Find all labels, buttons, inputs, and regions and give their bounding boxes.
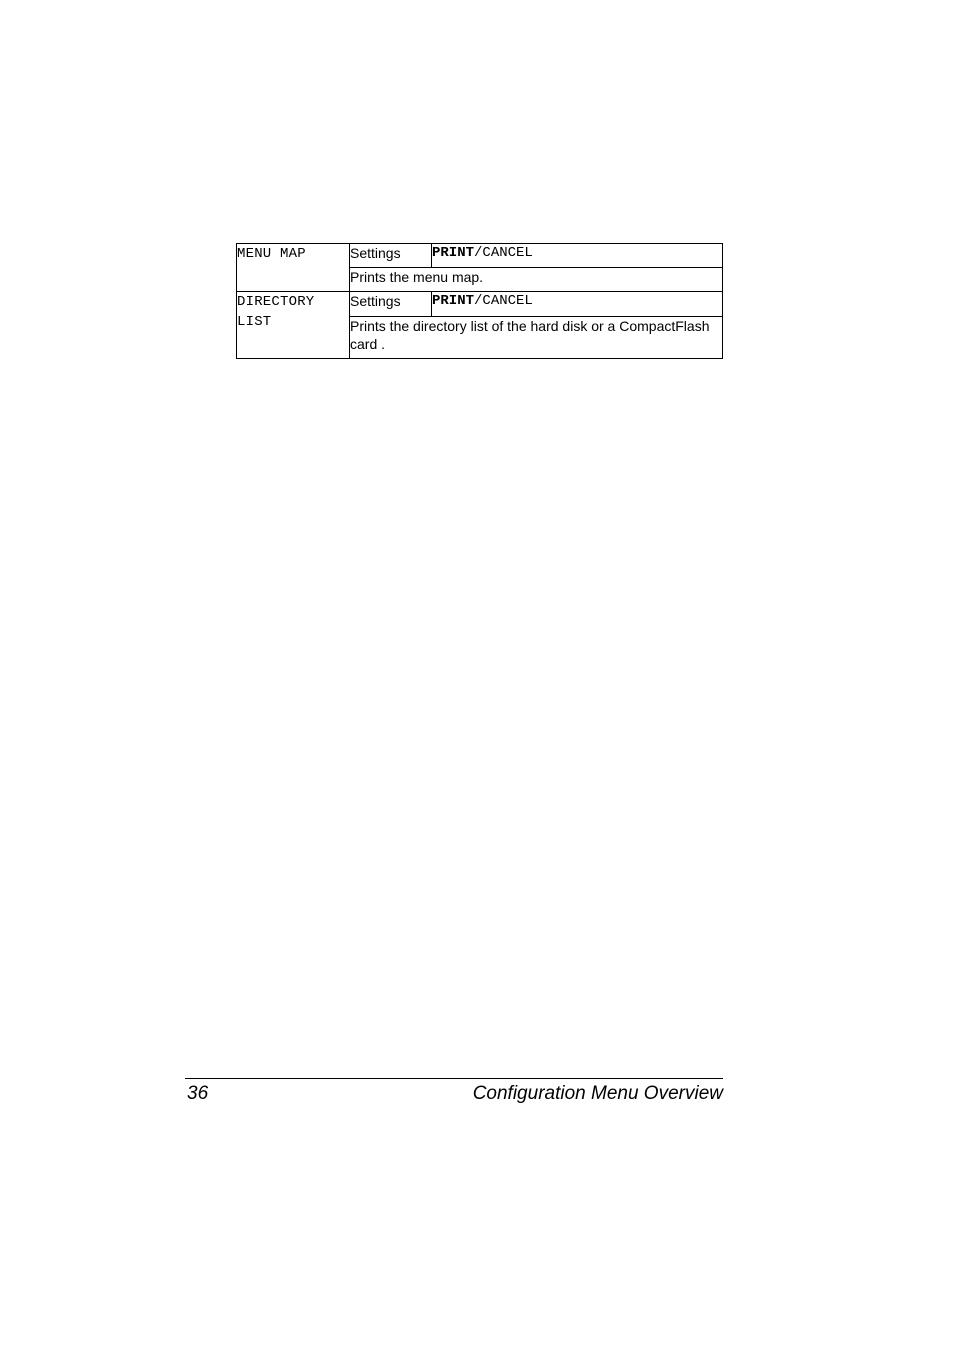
footer-divider	[185, 1078, 723, 1079]
settings-label-text: Settings	[350, 245, 401, 261]
settings-label	[350, 292, 432, 317]
value-separator: /	[474, 293, 483, 309]
item-name-line2: LIST	[237, 314, 272, 330]
item-description-text: Prints the directory list of the hard disk or a CompactFlash card .	[350, 318, 710, 352]
item-name-text: MENU MAP	[237, 246, 306, 262]
item-description-text: Prints the menu map.	[350, 269, 484, 285]
settings-values	[432, 244, 723, 268]
settings-label	[350, 244, 432, 268]
other-value: CANCEL	[482, 293, 533, 309]
page-number: 36	[187, 1083, 209, 1104]
menu-settings-table	[236, 243, 723, 359]
item-name-line1: DIRECTORY	[237, 294, 315, 310]
settings-label-text: Settings	[350, 293, 401, 309]
footer-section-title: Configuration Menu Overview	[472, 1083, 723, 1104]
item-description	[350, 268, 723, 292]
item-description	[350, 317, 723, 359]
value-separator: /	[474, 245, 483, 261]
item-name-directory-list	[237, 292, 350, 359]
other-value: CANCEL	[482, 245, 533, 261]
table-row-menu-map-settings	[237, 244, 723, 268]
settings-values	[432, 292, 723, 317]
default-value: PRINT	[432, 245, 475, 261]
item-name-menu-map	[237, 244, 350, 292]
table-row-directory-list-settings	[237, 292, 723, 317]
default-value: PRINT	[432, 293, 475, 309]
